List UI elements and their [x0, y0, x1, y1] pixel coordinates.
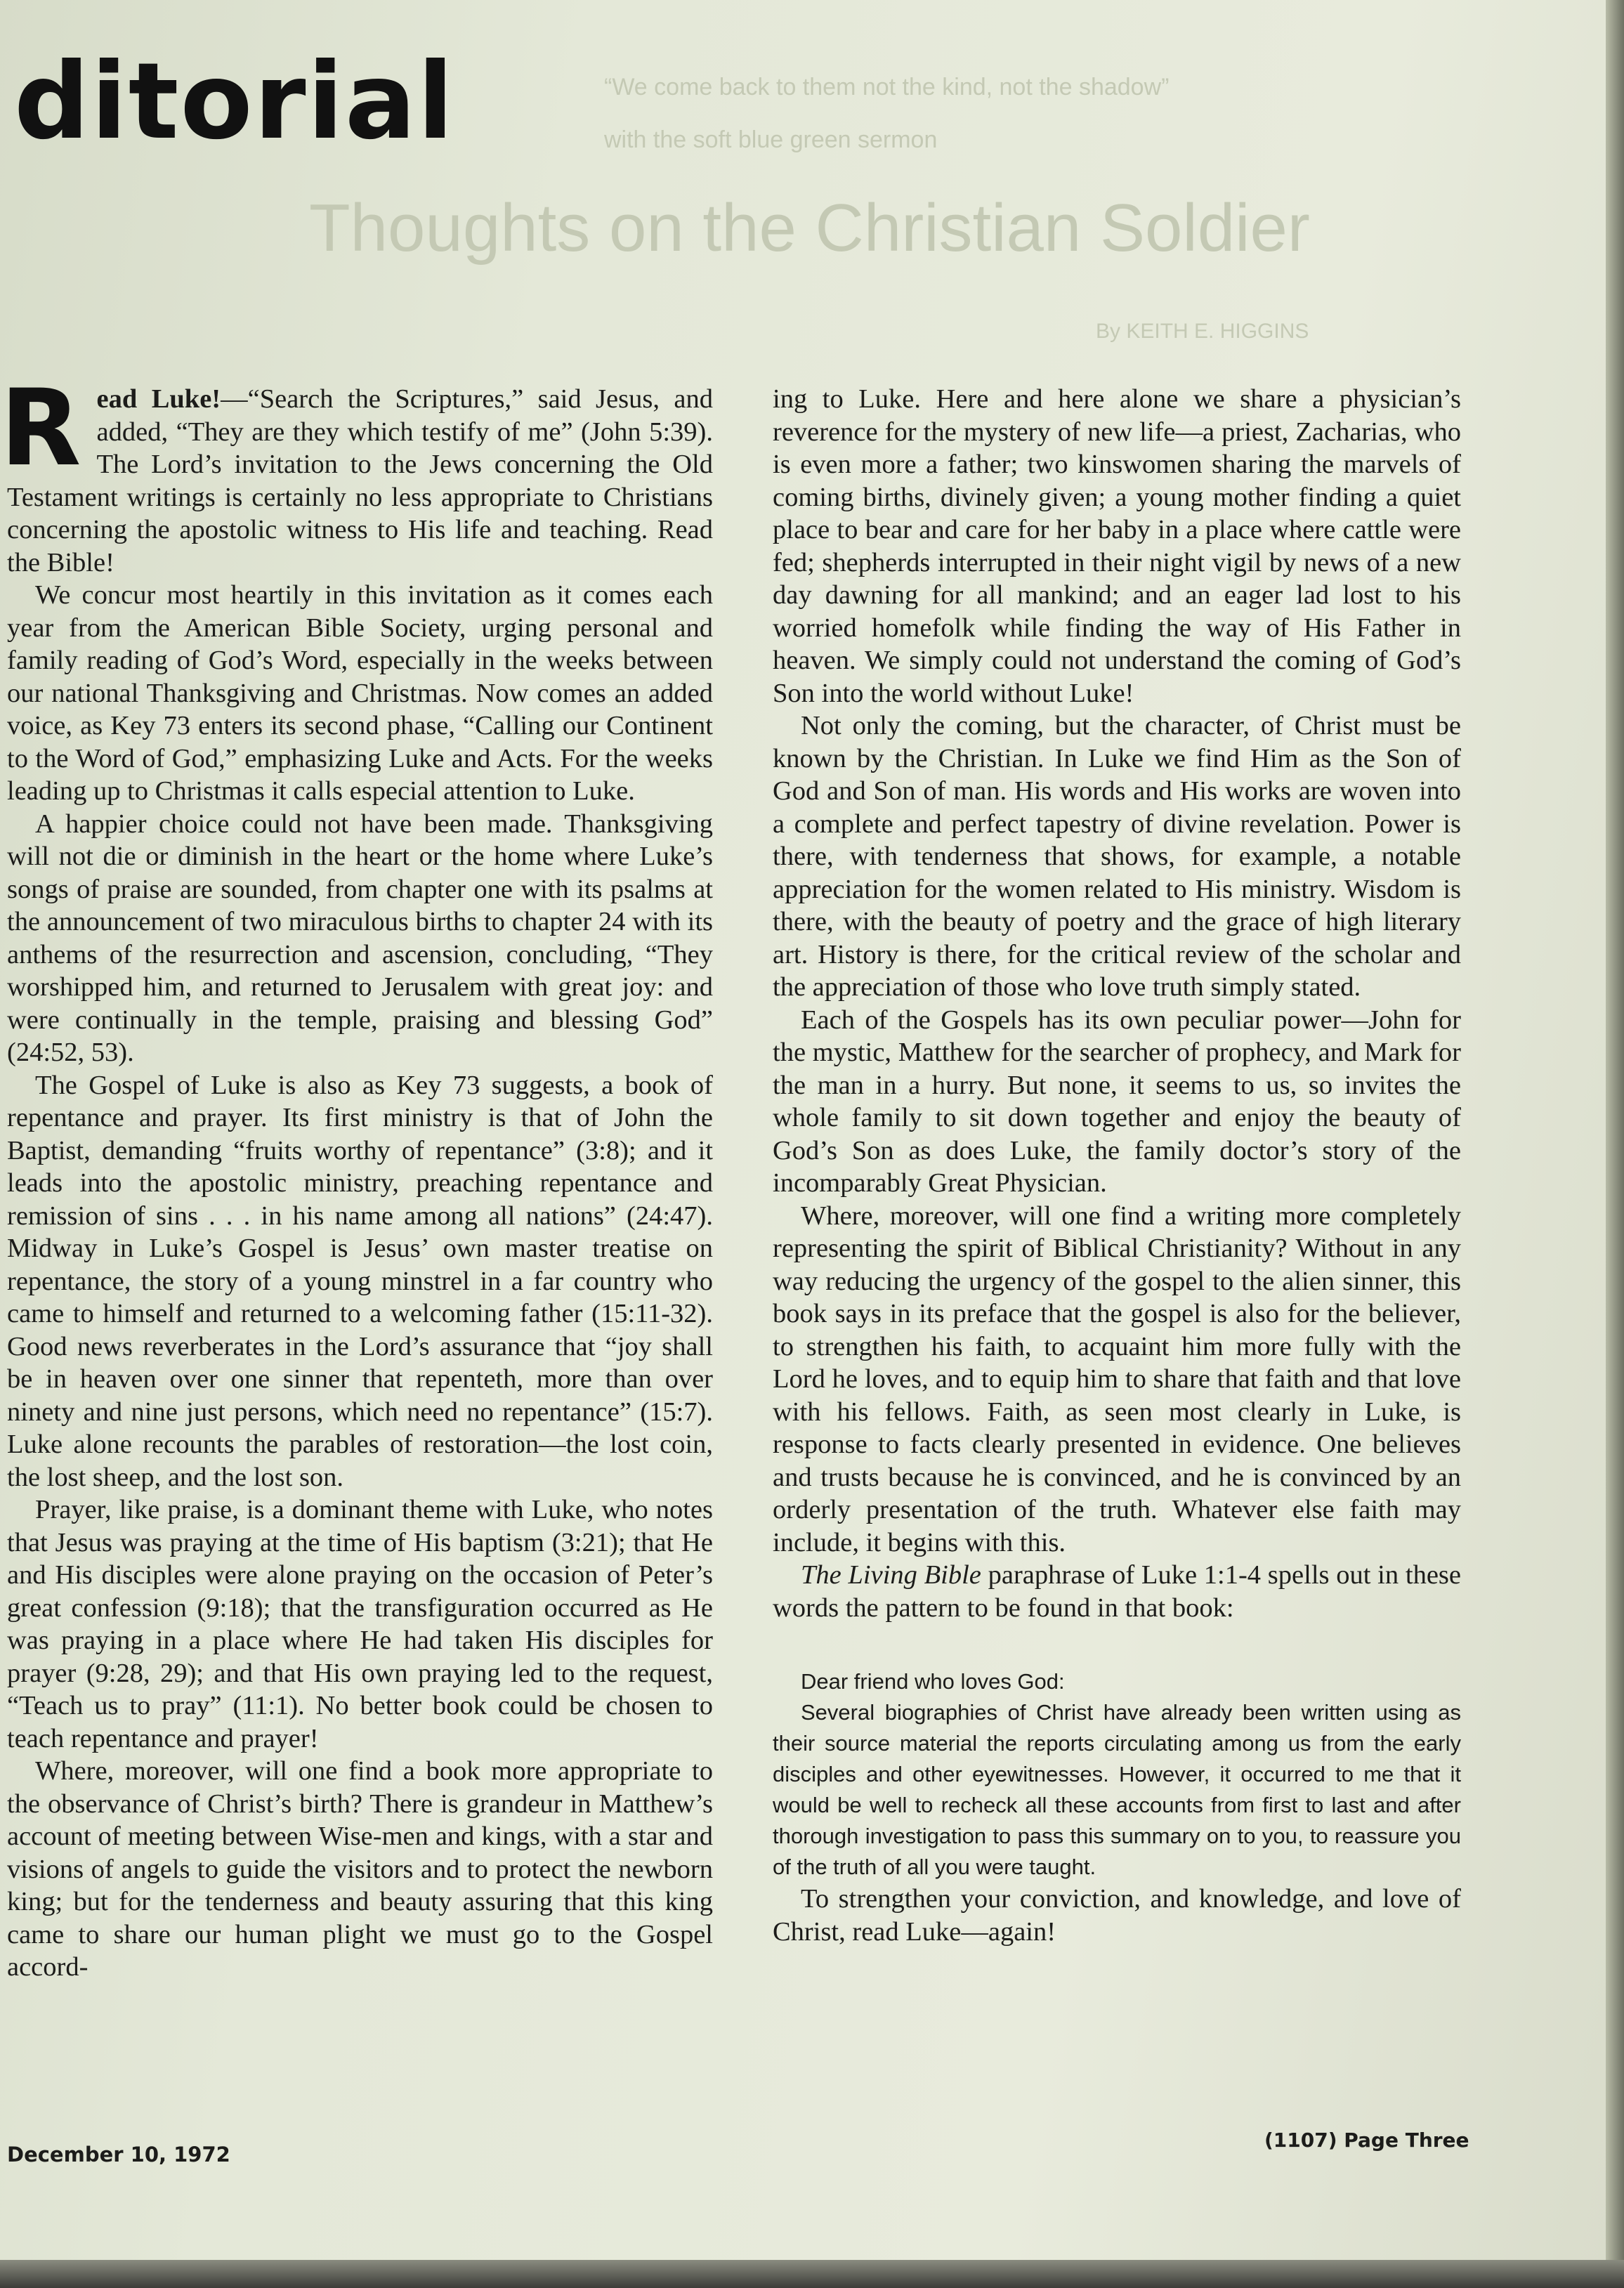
bleed-through-title: Thoughts on the Christian Soldier: [309, 190, 1310, 266]
paragraph: The Gospel of Luke is also as Key 73 suggests, a book of repentance and prayer. Its first ministry is that of John the Baptist, demanding “fruits worthy of repentance” (3:8); and it leads into the apostolic ministry, preaching repentance and remission of sins . . . in his name among all nations” (24:47). Midway in Luke’s Gospel is Jesus’ own master treatise on repentance, the story of a young minstrel in a far country who came to himself and returned to a welcoming father (15:11-32). Good news reverberates in the Lord’s assurance that “joy shall be in heaven over one sinner that repenteth, more than over ninety and nine just persons, which need no repentance” (15:7). Luke alone recounts the parables of restoration—the lost coin, the lost sheep, and the lost son.: [7, 1070, 713, 1492]
paragraph: Each of the Gospels has its own peculiar power—John for the mystic, Matthew for the searcher of prophecy, and Mark for the man in a hurry. But none, it seems to us, so invites the whole family to sit down together and enjoy the beauty of God’s Son as does Luke, the family doctor’s story of the incomparably Great Physician.: [773, 1005, 1461, 1198]
scan-bottom-edge: [0, 2260, 1624, 2288]
right-column: [773, 383, 1461, 1948]
paragraph: Prayer, like praise, is a dominant theme with Luke, who notes that Jesus was praying at the time of His baptism (3:21); that He and His disciples were alone praying on the occasion of Peter’s great confession (9:18); that the transfiguration occurred as He was praying in a place where He had taken His disciples for prayer (9:28, 29); and that His own praying led to the request, “Teach us to pray” (11:1). No better book could be chosen to teach repentance and prayer!: [7, 1495, 713, 1753]
lead-in: ead Luke!: [96, 384, 221, 414]
letter-salutation: Dear friend who loves God:: [801, 1669, 1065, 1694]
section-heading: ditorial: [14, 41, 455, 163]
drop-cap: R: [0, 367, 81, 490]
closing-paragraph: To strengthen your conviction, and knowledge, and love of Christ, read Luke—again!: [773, 1884, 1461, 1947]
page-number: (1107) Page Three: [1264, 2129, 1469, 2152]
issue-date: December 10, 1972: [7, 2143, 230, 2166]
bleed-through-byline: By KEITH E. HIGGINS: [1096, 320, 1309, 343]
book-title: The Living Bible: [801, 1560, 981, 1590]
paragraph: Where, moreover, will one find a book more appropriate to the observance of Christ’s birth? There is grandeur in Matthew’s account of meeting between Wise-men and kings, with a star and visions of angels to guide the visitors and to protect the newborn king; but for the tenderness and beauty assuring that this king came to share our human plight we must go to the Gospel accord-: [7, 1756, 713, 1982]
paragraph: Where, moreover, will one find a writing more completely representing the spirit of Biblical Christianity? Without in any way reducing the urgency of the gospel to the alien sinner, this book says in its preface that the gospel is also for the believer, to strengthen his faith, to acquaint him more fully with the Lord he loves, and to equip him to share that faith and that love with his fellows. Faith, as seen most clearly in Luke, is response to facts clearly presented in evidence. One believes and trusts because he is convinced, and he is convinced by an orderly presentation of the truth. Whatever else faith may include, it begins with this.: [773, 1201, 1461, 1557]
left-column: [0, 367, 713, 1984]
paragraph: We concur most heartily in this invitation as it comes each year from the American Bible Society, urging personal and family reading of God’s Word, especially in the weeks between our national Thanksgiving and Christmas. Now comes an added voice, as Key 73 enters its second phase, “Calling our Continent to the Word of God,” emphasizing Luke and Acts. For the weeks leading up to Christmas it calls especial attention to Luke.: [7, 580, 713, 806]
letter-body: Several biographies of Christ have already been written using as their source material the reports circulating among us from the early disciples and other eyewitnesses. However, it occurred to me that it would be well to recheck all these accounts from first to last and after thorough investigation to pass this summary on to you, to reassure you of the truth of all you were taught.: [773, 1700, 1461, 1879]
paragraph: [0, 367, 713, 579]
bleed-through-line: with the soft blue green sermon: [604, 126, 938, 153]
paragraph-text: —“Search the Scriptures,” said Jesus, and added, “They are they which testify of me” (John 5:39). The Lord’s invitation to the Jews concerning the Old Testament writings is certainly no less appropriate to Christians concerning the apostolic witness to His life and teaching. Read the Bible!: [7, 384, 713, 577]
paragraph: A happier choice could not have been made. Thanksgiving will not die or diminish in the heart or the home where Luke’s songs of praise are sounded, from chapter one with its psalms at the announcement of two miraculous births to chapter 24 with its anthems of the resurrection and ascension, concluding, “They worshipped him, and returned to Jerusalem with great joy: and were continually in the temple, praising and blessing God” (24:52, 53).: [7, 809, 713, 1067]
quoted-letter: [773, 1666, 1461, 1883]
binding-edge: [1606, 0, 1624, 2288]
bleed-through-line: “We come back to them not the kind, not the shadow”: [604, 74, 1170, 100]
paragraph: ing to Luke. Here and here alone we share a physician’s reverence for the mystery of new life—a priest, Zacharias, who is even more a father; two kinswomen sharing the marvels of coming births, divinely given; a young mother finding a quiet place to bear and care for her baby in a place where cattle were fed; shepherds interrupted in their night vigil by news of a new day dawning for all mankind; and an eager lad lost to his worried homefolk while finding the way of His Father in heaven. We simply could not understand the coming of God’s Son into the world without Luke!: [773, 384, 1461, 708]
paragraph-text: paraphrase of Luke 1:1-4 spells out in these words the pattern to be found in that book:: [773, 1560, 1461, 1623]
paragraph: [773, 1559, 1461, 1624]
paragraph: Not only the coming, but the character, of Christ must be known by the Christian. In Luke we find Him as the Son of God and Son of man. His words and His works are woven into a complete and perfect tapestry of divine revelation. Power is there, with tenderness that shows, for example, a notable appreciation for the women related to His ministry. Wisdom is there, with the beauty of poetry and the grace of high literary art. History is there, for the critical review of the scholar and the appreciation of those who love truth simply stated.: [773, 711, 1461, 1002]
